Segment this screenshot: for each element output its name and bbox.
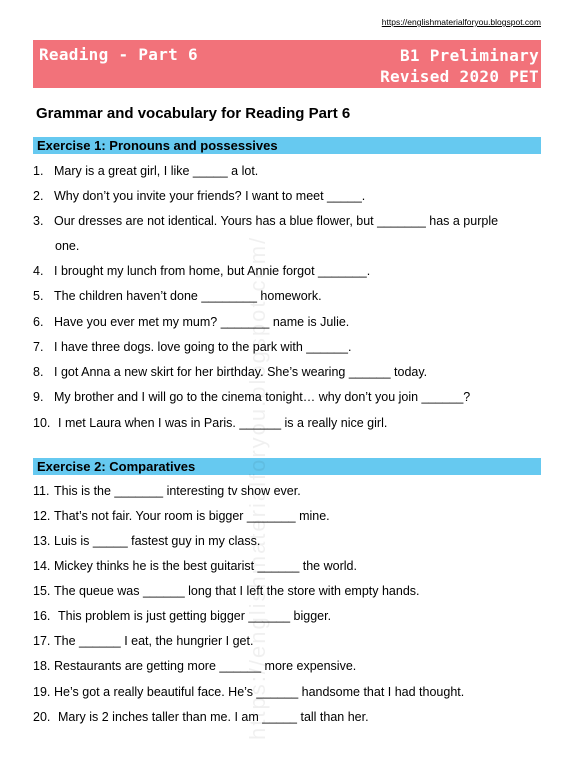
question-number: 20. — [33, 710, 51, 724]
question-item — [33, 340, 351, 354]
question-text: This is the _______ interesting tv show ever. — [54, 484, 301, 498]
question-item — [33, 365, 427, 379]
question-text: Mickey thinks he is the best guitarist ______ the world. — [54, 559, 357, 573]
question-text: I brought my lunch from home, but Annie forgot _______. — [54, 264, 371, 278]
banner-right-title — [380, 45, 539, 87]
question-item — [33, 634, 253, 648]
question-number: 9. — [33, 390, 44, 404]
question-text: He’s got a really beautiful face. He’s ______ handsome that I had thought. — [54, 685, 465, 699]
watermark: https://englishmaterialforyou.blogspot.com/ — [245, 235, 270, 740]
banner-exam: Revised 2020 PET — [380, 67, 539, 86]
question-number: 8. — [33, 365, 44, 379]
question-item — [33, 710, 369, 724]
question-number: 2. — [33, 189, 44, 203]
question-item — [33, 315, 349, 329]
question-item — [33, 534, 260, 548]
question-text: I got Anna a new skirt for her birthday. She’s wearing ______ today. — [54, 365, 428, 379]
question-number: 4. — [33, 264, 44, 278]
question-text: I have three dogs. love going to the park with ______. — [54, 340, 352, 354]
question-number: 17. — [33, 634, 51, 648]
question-number: 18. — [33, 659, 51, 673]
question-number: 6. — [33, 315, 44, 329]
question-item — [33, 189, 365, 203]
question-number: 13. — [33, 534, 51, 548]
question-text: Mary is a great girl, I like _____ a lot. — [54, 164, 259, 178]
question-item — [33, 584, 420, 598]
question-text: Restaurants are getting more ______ more expensive. — [54, 659, 357, 673]
exercise1-heading — [33, 137, 541, 154]
question-item — [33, 164, 258, 178]
question-text: My brother and I will go to the cinema tonight… why don’t you join ______? — [54, 390, 471, 404]
question-text: Our dresses are not identical. Yours has a blue flower, but _______ has a purple — [54, 214, 499, 228]
question-text: Have you ever met my mum? _______ name is Julie. — [54, 315, 350, 329]
question-text: Why don’t you invite your friends? I want to meet _____. — [54, 189, 366, 203]
question-number: 14. — [33, 559, 51, 573]
question-number: 16. — [33, 609, 51, 623]
question-number: 10. — [33, 416, 51, 430]
question-number: 15. — [33, 584, 51, 598]
question-number: 12. — [33, 509, 51, 523]
banner-level: B1 Preliminary — [399, 46, 539, 65]
header-banner — [33, 40, 541, 88]
question-text: That’s not fair. Your room is bigger _______ mine. — [54, 509, 330, 523]
source-url[interactable]: https://englishmaterialforyou.blogspot.com — [381, 17, 541, 27]
question-number: 5. — [33, 289, 44, 303]
question-text: Luis is _____ fastest guy in my class. — [54, 534, 261, 548]
exercise1-heading-text: Exercise 1: Pronouns and possessives — [37, 138, 278, 153]
question-item — [33, 659, 356, 673]
exercise2-heading — [33, 458, 541, 475]
question-text: The queue was ______ long that I left the store with empty hands. — [54, 584, 420, 598]
question-text: Mary is 2 inches taller than me. I am _____ tall than her. — [58, 710, 369, 724]
question-number: 11. — [33, 484, 50, 498]
question-number: 3. — [33, 214, 44, 228]
question-item — [33, 609, 331, 623]
banner-left-title: Reading - Part 6 — [39, 45, 198, 64]
question-item — [33, 289, 322, 303]
question-text: The children haven’t done ________ homework. — [54, 289, 322, 303]
question-item — [33, 264, 370, 278]
question-item — [33, 416, 387, 430]
question-text: This problem is just getting bigger ______ bigger. — [58, 609, 332, 623]
question-number: 7. — [33, 340, 44, 354]
question-number: 1. — [33, 164, 44, 178]
question-text: I met Laura when I was in Paris. ______ is a really nice girl. — [58, 416, 388, 430]
question-text: The ______ I eat, the hungrier I get. — [54, 634, 254, 648]
question-item — [33, 214, 498, 228]
question-continuation: one. — [55, 239, 80, 253]
question-number: 19. — [33, 685, 51, 699]
question-item — [33, 559, 357, 573]
exercise2-heading-text: Exercise 2: Comparatives — [37, 459, 196, 474]
question-item — [33, 509, 330, 523]
page-title: Grammar and vocabulary for Reading Part 6 — [36, 105, 351, 122]
